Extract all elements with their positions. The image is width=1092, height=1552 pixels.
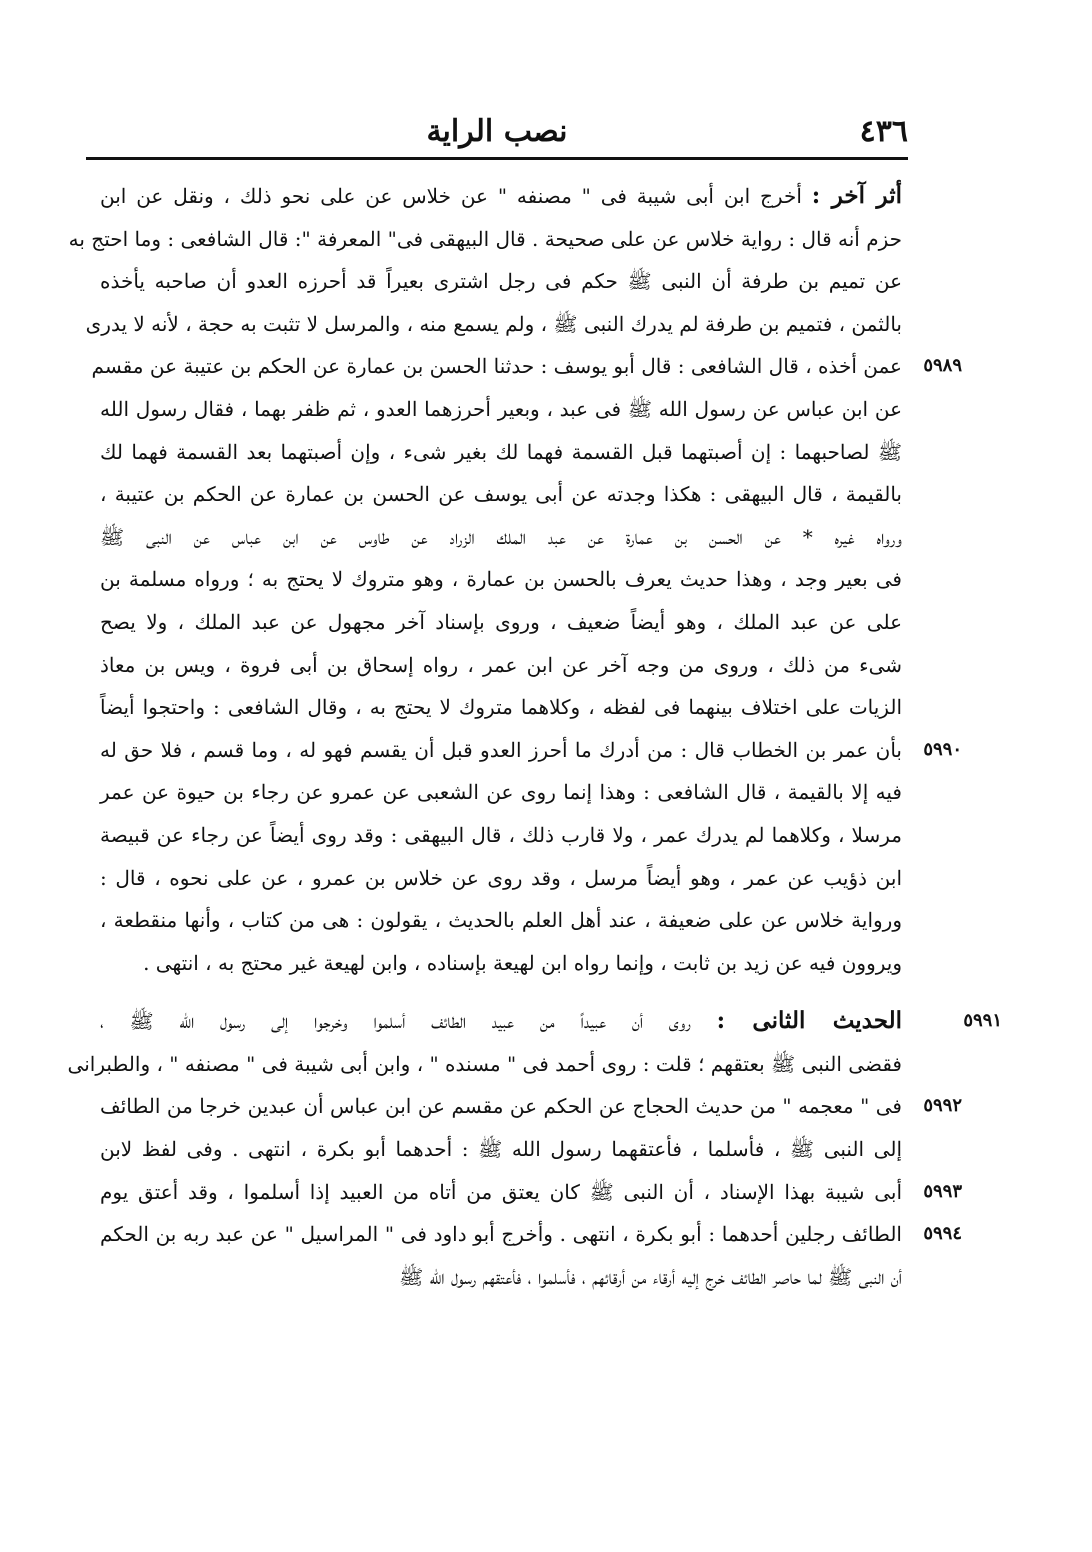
page-number: ٤٣٦ bbox=[859, 114, 908, 149]
line-text: روى أن عبيداً من عبيد الطائف أسلموا وخرجوا إلى رسول الله ﷺ ، bbox=[100, 1009, 717, 1034]
line-text: بالثمن ، فتميم بن طرفة لم يدرك النبى ﷺ ، ولم يسمع منه ، والمرسل لا تثبت به حجة ، لأنه لا يدرى bbox=[85, 311, 902, 336]
text-line bbox=[100, 644, 902, 687]
section-gap bbox=[100, 984, 902, 1000]
running-title: نصب الراية bbox=[426, 114, 568, 149]
text-line bbox=[67, 1043, 902, 1086]
text-line bbox=[100, 686, 902, 729]
text-line bbox=[100, 899, 902, 942]
text-line bbox=[68, 218, 902, 261]
text-line bbox=[85, 303, 902, 346]
hadith-number: ٥٩٩٣ bbox=[923, 1180, 962, 1202]
line-text: شىء من ذلك ، وروى من وجه آخر عن ابن عمر ، رواه إسحاق بن أبى فروة ، ويس بن معاذ bbox=[100, 652, 902, 677]
text-line bbox=[100, 473, 902, 516]
header-rule bbox=[86, 157, 908, 160]
text-line bbox=[100, 1128, 902, 1171]
line-text: فى " معجمه " من حديث الحجاج عن الحكم عن مقسم عن ابن عباس أن عبدين خرجا من الطائف bbox=[100, 1094, 902, 1119]
line-text: ويروون فيه عن زيد بن ثابت ، وإنما رواه ابن لهيعة بإسناده ، وابن لهيعة غير محتج به ، انتهى . bbox=[143, 950, 902, 975]
text-line bbox=[100, 516, 902, 559]
line-text: أبى شيبة بهذا الإسناد ، أن النبى ﷺ كان يعتق من أتاه من العبيد إذا أسلموا ، وقد أعتق يوم bbox=[100, 1179, 902, 1204]
text-line bbox=[100, 1213, 962, 1256]
text-line bbox=[100, 388, 902, 431]
text-line bbox=[91, 345, 962, 388]
page-body bbox=[67, 175, 1002, 1298]
text-line bbox=[100, 558, 902, 601]
line-text: بأن عمر بن الخطاب قال : من أدرك ما أحرز العدو قبل أن يقسم فهو له ، وما قسم ، فلا حق له bbox=[100, 737, 902, 762]
line-text: أخرج ابن أبى شيبة فى " مصنفه " عن خلاس عن على نحو ذلك ، ونقل عن ابن bbox=[100, 184, 812, 208]
line-text: فيه إلا بالقيمة ، قال الشافعى : وهذا إنما روى عن الشعبى عن عمرو عن رجاء بن حيوة عن عمر bbox=[100, 780, 902, 805]
text-line bbox=[100, 729, 962, 772]
line-text: بالقيمة ، قال البيهقى : هكذا وجدته عن أبى يوسف عن الحسن بن عمارة عن الحكم بن عتيبة ، bbox=[100, 482, 902, 507]
line-text: الطائف رجلين أحدهما : أبو بكرة ، انتهى . وأخرج أبو داود فى " المراسيل " عن عبد ربه بن الحكم bbox=[100, 1222, 902, 1247]
text-line bbox=[100, 601, 902, 644]
text-line bbox=[100, 260, 902, 303]
section-heading: الحديث الثانى : bbox=[716, 1007, 902, 1035]
text-line bbox=[100, 814, 902, 857]
hadith-number: ٥٩٨٩ bbox=[923, 355, 962, 377]
text-line bbox=[100, 857, 902, 900]
text-line bbox=[100, 942, 902, 985]
line-text: فقضى النبى ﷺ بعتقهم ؛ قلت : روى أحمد فى " مسنده " ، وابن أبى شيبة فى " مصنفه " ، والطبرانى bbox=[67, 1051, 902, 1076]
line-text: مرسلا ، وكلاهما لم يدرك عمر ، ولا قارب ذلك ، قال البيهقى : وقد روى أيضاً عن رجاء عن قبيصة bbox=[100, 822, 902, 847]
hadith-number: ٥٩٩٤ bbox=[923, 1223, 962, 1245]
line-text: ورواه غيره * عن الحسن بن عمارة عن عبد الملك الزراد عن طاوس عن ابن عباس عن النبى ﷺ bbox=[100, 524, 902, 549]
line-text: أن النبى ﷺ لما حاصر الطائف خرج إليه أرقاء من أرقائهم ، فأسلموا ، فأعتقهم رسول الله ﷺ bbox=[399, 1264, 902, 1289]
line-text: فى بعير وجد ، وهذا حديث يعرف بالحسن بن عمارة ، وهو متروك لا يحتج به ؛ ورواه مسلمة بن bbox=[100, 567, 902, 592]
line-text: ورواية خلاس عن على ضعيفة ، عند أهل العلم بالحديث ، يقولون : هى من كتاب ، وأنها منقطعة ، bbox=[100, 908, 902, 933]
text-line bbox=[100, 1085, 962, 1128]
line-text: الزيات على اختلاف بينهما فى لفظه ، وكلاهما متروك لا يحتج به ، وقال الشافعى : واحتجوا أيضاً bbox=[100, 695, 902, 720]
line-text: على عن عبد الملك ، وهو أيضاً ضعيف ، وروى بإسناد آخر مجهول عن عبد الملك ، ولا يصح bbox=[100, 609, 902, 634]
hadith-number: ٥٩٩٢ bbox=[923, 1095, 962, 1117]
text-line bbox=[100, 431, 902, 474]
line-text: حزم أنه قال : رواية خلاس عن على صحيحة . قال البيهقى فى" المعرفة ": قال الشافعى : وما احتج به bbox=[68, 226, 902, 251]
line-text: إلى النبى ﷺ ، فأسلما ، فأعتقهما رسول الله ﷺ : أحدهما أبو بكرة ، انتهى . وفى لفظ لابن bbox=[100, 1137, 902, 1162]
line-text: ابن ذؤيب عن عمر ، وهو أيضاً مرسل ، وقد روى عن خلاس بن عمرو ، عن على نحوه ، قال : bbox=[100, 865, 902, 890]
text-line bbox=[100, 175, 902, 218]
hadith-number: ٥٩٩١ bbox=[963, 1010, 1002, 1032]
section-heading: أثر آخر : bbox=[811, 182, 902, 209]
text-line bbox=[100, 1256, 902, 1299]
text-line bbox=[100, 1000, 1002, 1043]
page-header bbox=[86, 108, 908, 158]
text-line bbox=[100, 771, 902, 814]
hadith-number: ٥٩٩٠ bbox=[923, 738, 962, 760]
line-text: عمن أخذه ، قال الشافعى : قال أبو يوسف : حدثنا الحسن بن عمارة عن الحكم بن عتيبة عن مقسم bbox=[91, 354, 902, 379]
line-text: عن تميم بن طرفة أن النبى ﷺ حكم فى رجل اشترى بعيراً قد أحرزه العدو أن صاحبه يأخذه bbox=[100, 269, 902, 294]
text-line bbox=[100, 1171, 962, 1214]
line-text: عن ابن عباس عن رسول الله ﷺ فى عبد ، وبعير أحرزهما العدو ، ثم ظفر بهما ، فقال رسول الله bbox=[100, 396, 902, 421]
line-text: ﷺ لصاحبهما : إن أصبتهما قبل القسمة فهما لك بغير شىء ، وإن أصبتهما بعد القسمة فهما لك bbox=[100, 439, 902, 464]
